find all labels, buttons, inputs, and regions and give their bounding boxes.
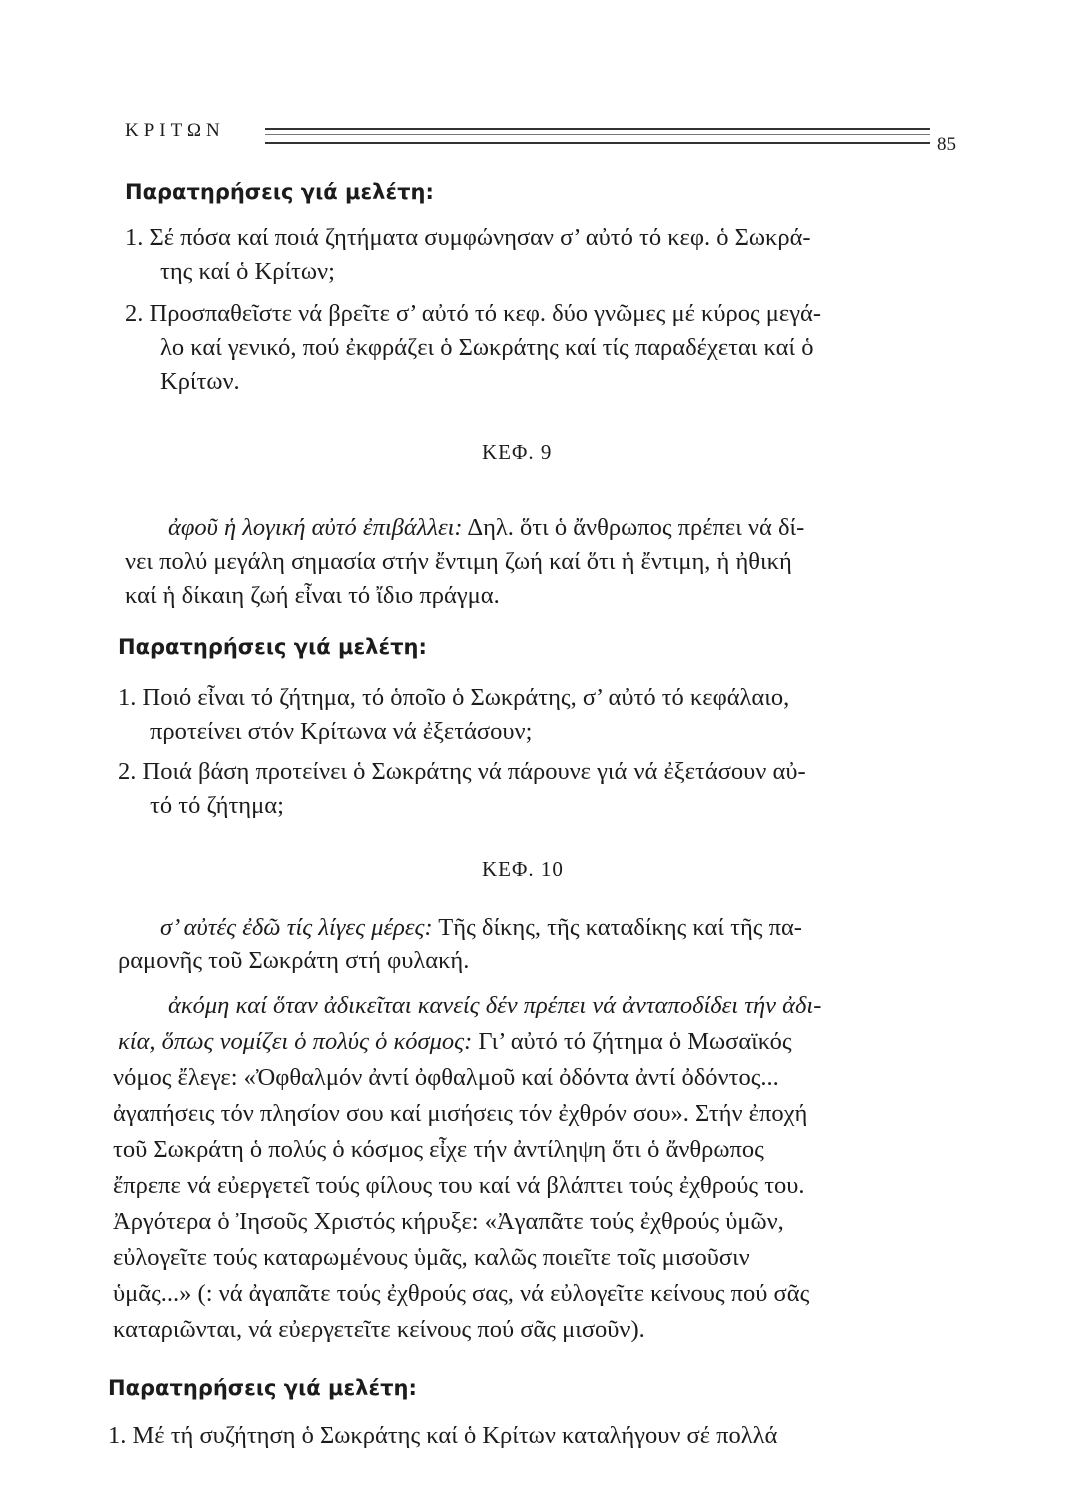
question-line: λο καί γενικό, πού ἐκφράζει ὁ Σωκράτης καί τίς παραδέχεται καί ὁ [160, 334, 814, 361]
study-notes-heading-3: Παρατηρήσεις γιά μελέτη: [108, 1376, 417, 1400]
commentary-line: ὑμᾶς...» (: νά ἀγαπᾶτε τούς ἐχθρούς σας, νά εὐλογεῖτε κείνους πού σᾶς [113, 1280, 810, 1307]
question-line: τό τό ζήτημα; [150, 792, 284, 819]
commentary-lemma: κία, ὅπως νομίζει ὁ πολύς ὁ κόσμος: [118, 1028, 473, 1055]
question-line: 1. Μέ τή συζήτηση ὁ Σωκράτης καί ὁ Κρίτων καταλήγουν σέ πολλά [108, 1422, 778, 1449]
commentary-line: νόμος ἔλεγε: «Ὀφθαλμόν ἀντί ὀφθαλμοῦ καί ὀδόντα ἀντί ὀδόντος... [113, 1064, 779, 1091]
commentary-lemma: ἀκόμη καί ὅταν ἀδικεῖται κανείς δέν πρέπει νά ἀνταποδίδει τήν ἀδι- [168, 992, 822, 1019]
commentary-line: ἀγαπήσεις τόν πλησίον σου καί μισήσεις τόν ἐχθρόν σου». Στήν ἐποχή [113, 1100, 808, 1127]
commentary-line [160, 912, 802, 944]
question-line: Κρίτων. [160, 368, 240, 395]
question-line: 2. Προσπαθεῖστε νά βρεῖτε σ’ αὐτό τό κεφ. δύο γνῶμες μέ κύρος μεγά- [125, 300, 822, 327]
commentary-line: εὐλογεῖτε τούς καταρωμένους ὑμᾶς, καλῶς ποιεῖτε τοῖς μισοῦσιν [113, 1244, 750, 1271]
running-title: ΚΡΙΤΩΝ [125, 120, 225, 141]
study-notes-heading-1: Παρατηρήσεις γιά μελέτη: [125, 180, 434, 204]
commentary-line: Ἀργότερα ὁ Ἰησοῦς Χριστός κήρυξε: «Ἀγαπᾶτε τούς ἐχθρούς ὑμῶν, [113, 1208, 784, 1235]
commentary-line: καταριῶνται, νά εὐεργετεῖτε κείνους πού σᾶς μισοῦν). [113, 1316, 645, 1343]
commentary-lemma: ἀφοῦ ἡ λογική αὐτό ἐπιβάλλει: [168, 514, 463, 541]
question-line: της καί ὁ Κρίτων; [160, 258, 335, 285]
question-line: 2. Ποιά βάση προτείνει ὁ Σωκράτης νά πάρουνε γιά νά ἐξετάσουν αὐ- [118, 758, 806, 785]
running-header [125, 120, 965, 160]
commentary-text: Τῆς δίκης, τῆς καταδίκης καί τῆς πα- [432, 914, 802, 941]
commentary-line: ἔπρεπε νά εὐεργετεῖ τούς φίλους του καί νά βλάπτει τούς ἐχθρούς του. [113, 1172, 805, 1199]
commentary-line: ραμονῆς τοῦ Σωκράτη στή φυλακή. [118, 947, 470, 974]
question-line: προτείνει στόν Κρίτωνα νά ἐξετάσουν; [150, 718, 533, 745]
commentary-line: τοῦ Σωκράτη ὁ πολύς ὁ κόσμος εἶχε τήν ἀντίληψη ὅτι ὁ ἄνθρωπος [113, 1136, 764, 1163]
header-rule [265, 128, 930, 144]
question-line: 1. Ποιό εἶναι τό ζήτημα, τό ὁποῖο ὁ Σωκράτης, σ’ αὐτό τό κεφάλαιο, [118, 684, 790, 711]
question-line: 1. Σέ πόσα καί ποιά ζητήματα συμφώνησαν σ’ αὐτό τό κεφ. ὁ Σωκρά- [125, 224, 811, 251]
commentary-line [118, 1026, 792, 1058]
study-notes-heading-2: Παρατηρήσεις γιά μελέτη: [118, 635, 427, 659]
commentary-text: Γι’ αὐτό τό ζήτημα ὁ Μωσαϊκός [472, 1028, 792, 1055]
commentary-line: νει πολύ μεγάλη σημασία στήν ἔντιμη ζωή καί ὅτι ἡ ἔντιμη, ἡ ἠθική [125, 548, 792, 575]
chapter-title-10: ΚΕΦ. 10 [482, 857, 564, 881]
commentary-text: Δηλ. ὅτι ὁ ἄνθρωπος πρέπει νά δί- [462, 514, 805, 541]
commentary-lemma: σ’ αὐτές ἐδῶ τίς λίγες μέρες: [160, 914, 433, 941]
commentary-line [168, 512, 804, 544]
page-number: 85 [937, 134, 956, 155]
commentary-line: καί ἡ δίκαιη ζωή εἶναι τό ἴδιο πράγμα. [125, 582, 500, 609]
chapter-title-9: ΚΕΦ. 9 [482, 440, 553, 464]
